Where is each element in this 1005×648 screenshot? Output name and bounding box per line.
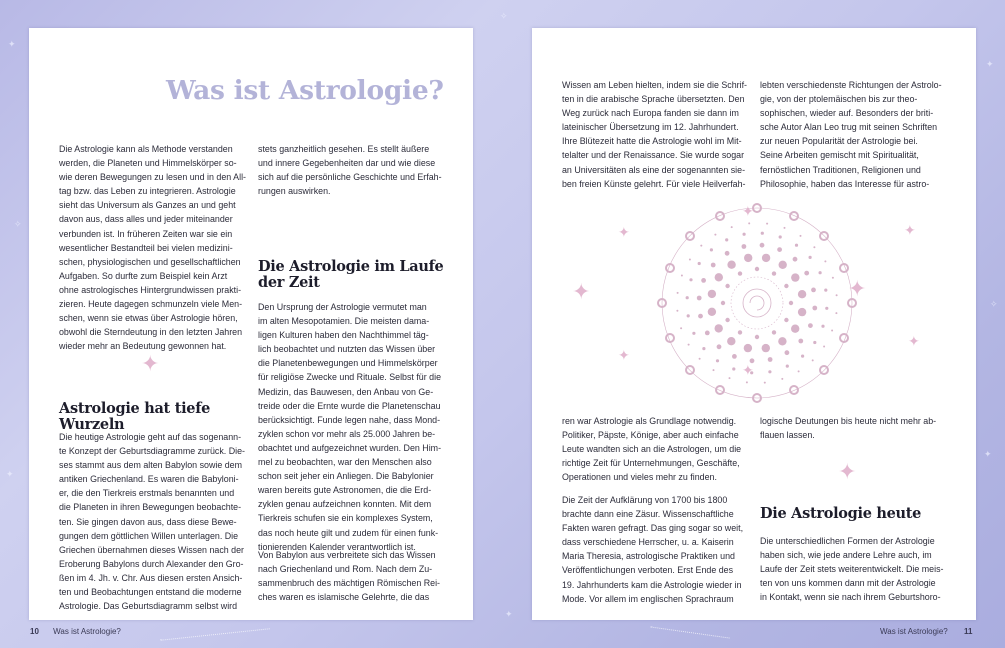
mandala-dot [689, 278, 692, 281]
mandala-dot [698, 314, 703, 319]
mandala-dot [760, 243, 765, 248]
mandala-dot [784, 227, 786, 229]
page-number: 10 [30, 627, 39, 636]
mandala-dot [676, 310, 678, 312]
text-column [562, 78, 762, 191]
mandala-dot [689, 259, 691, 261]
mandala-dot [746, 381, 748, 383]
mandala-dot [785, 350, 790, 355]
mandala-dot [698, 262, 701, 265]
mandala-dot [784, 318, 788, 322]
background-star-icon: ✧ [14, 219, 22, 229]
mandala-dot [808, 323, 813, 328]
mandala-dot [701, 278, 706, 283]
mandala-dot [725, 318, 729, 322]
mandala-dot [731, 226, 733, 228]
page-number: 11 [963, 627, 973, 636]
mandala-dot [812, 306, 817, 311]
mandala-dot [708, 308, 716, 316]
text-column [59, 142, 269, 353]
paragraph: logische Deutungen bis heute nicht mehr ab- flauen lassen. [760, 416, 937, 441]
sparkle-icon: ✦ [141, 351, 160, 376]
mandala-dot [819, 271, 822, 274]
mandala-dot [762, 344, 770, 352]
mandala-dot [697, 296, 702, 301]
left-page [29, 28, 473, 620]
mandala-dot [835, 312, 837, 314]
mandala-dot [710, 248, 713, 251]
right-page [532, 28, 976, 620]
mandala-dot [836, 294, 838, 296]
mandala-dot [772, 330, 776, 334]
mandala-dot [705, 331, 710, 336]
sparkle-icon: ✦ [904, 222, 916, 238]
mandala-dot [798, 339, 803, 344]
text-column [59, 430, 269, 613]
mandala-dot [791, 325, 799, 333]
mandala-dot [798, 290, 806, 298]
mandala-dot [779, 235, 782, 238]
mandala-dot [791, 273, 799, 281]
mandala-dot [725, 251, 730, 256]
section-heading: Astrologie hat tiefe Wurzeln [59, 400, 211, 433]
mandala-dot [716, 359, 719, 362]
moon-phase-mandala [632, 198, 882, 428]
mandala-dot [764, 382, 766, 384]
mandala-dot [702, 347, 705, 350]
sparkle-icon: ✦ [838, 459, 857, 484]
mandala-dot [738, 330, 742, 334]
mandala-dot [715, 324, 723, 332]
mandala-dot [729, 377, 731, 379]
mandala-dot [777, 247, 782, 252]
paragraph: Den Ursprung der Astrologie vermutet man im alten Mesopotamien. Die meisten dama- ligen Kulturen haben den Nachthimmel täg- lich beobachtet und nutzten das Wissen über die Planetenbewegungen und Himmelskörper für religiöse Zwecke und Rituale. Selbst für die Medizin, das Bauwesen, den Anbau von Ge- treide oder die Ernte wurde die Planetenschau berücksichtigt. Funde legen nahe, dass Mond- zyklen schon vor mehr als 25.000 Jahren be- obachtet und aufgezeichnet wurden. Den Him- mel zu beobachten, war den Menschen also schon seit jeher ein Anliegen. Die Babylonier waren bereits gute Astronomen, die die Erd- zyklen genau aufzeichnen konnten. Mit dem Tierkreis schufen sie ein komplexes System, das noch heute gilt und zudem für einen funk- tionierenden Kalender verantwortlich ist. [258, 302, 442, 552]
sparkle-icon: ✦ [572, 279, 591, 304]
mandala-dot [766, 223, 768, 225]
text-column [562, 414, 762, 484]
page-title: Was ist Astrologie? [166, 75, 444, 106]
mandala-dot [713, 369, 715, 371]
mandala-dot [821, 325, 824, 328]
sparkle-icon: ✦ [742, 203, 754, 219]
mandala-dot [784, 284, 788, 288]
mandala-dot [795, 244, 798, 247]
section-heading: Die Astrologie im Laufe der Zeit [258, 258, 444, 291]
mandala-dot [692, 332, 695, 335]
mandala-dot [755, 335, 759, 339]
background-star-icon: ✧ [500, 11, 508, 21]
mandala-dot [812, 359, 814, 361]
mandala-dot [708, 290, 716, 298]
mandala-dot [680, 327, 682, 329]
paragraph: Wissen am Leben hielten, indem sie die Schrif- ten in die arabische Sprache übersetzten. Den Weg zurück nach Europa fanden sie dann im lateinischer Übersetzung im 12. Jahrhundert. Ihre Blütezeit hatte die Astrologie wohl im Mit- telalter und der Renaissance. Sie wurde sogar an Universitäten als eine der sogenannten sie- ben freien Künste gelehrt. Für viele Heilverfah- [562, 80, 747, 189]
mandala-dot [800, 235, 802, 237]
background-star-icon: ✦ [505, 609, 513, 619]
background-star-icon: ✧ [990, 299, 998, 309]
paragraph: Die unterschiedlichen Formen der Astrologie haben sich, wie jede andere Lehre auch, im Laufe der Zeit stets weiterentwickelt. Die meis- ten von uns kommen dann mit der Astrologie in Kontakt, wenn sie nach ihrem Geburtshoro- [760, 536, 944, 603]
sparkle-icon: ✦ [848, 276, 867, 301]
mandala-dot [699, 358, 701, 360]
mandala-dot [717, 344, 722, 349]
mandala-dot [798, 308, 806, 316]
mandala-dot [686, 296, 689, 299]
background-star-icon: ✦ [6, 469, 14, 479]
mandala-dot [732, 354, 737, 359]
mandala-dot [725, 284, 729, 288]
mandala-dot [727, 261, 735, 269]
mandala-dot [743, 233, 746, 236]
mandala-dot [786, 365, 789, 368]
mandala-dot [813, 246, 815, 248]
mandala-dot [725, 238, 728, 241]
mandala-dot [761, 232, 764, 235]
paragraph: Die heutige Astrologie geht auf das sogenann- te Konzept der Geburtsdiagramme zurück. Die- ses stammt aus dem alten Babylon sowie dem antiken Griechenland. Es waren die Babyloni- er, die den Tierkreis erstmals benannten und die Planeten in ihren Bewegungen beobachte- ten. Sie gingen davon aus, dass diese Bewe- gungen dem göttlichen Willen unterlagen. Die Griechen übernahmen dieses Wissen nach der Eroberung Babylons durch Alexander den Gro- ßen im 4. Jh. v. Chr. Aus diesen ersten Ansich- ten und Beobachtungen entstand die moderne Astrologie. Das Geburtsdiagramm selbst wird [59, 432, 245, 612]
paragraph: stets ganzheitlich gesehen. Es stellt äußere und innere Gegebenheiten dar und wie diese sich auf die persönliche Geschichte und Erfah- rungen auswirken. [258, 144, 442, 197]
mandala-dot [727, 337, 735, 345]
mandala-dot [809, 256, 812, 259]
mandala-dot [789, 301, 793, 305]
sparkle-icon: ✦ [908, 333, 920, 349]
mandala-dot [811, 288, 816, 293]
text-column [258, 142, 458, 198]
running-title: Was ist Astrologie? [880, 627, 948, 636]
mandala-dot [772, 271, 776, 275]
background-star-icon: ✦ [986, 59, 994, 69]
text-column [760, 78, 960, 191]
text-column [258, 300, 458, 554]
paragraph: lebten verschiedenste Richtungen der Astrolo- gie, von der ptolemäischen bis zur theo- sophischen, wieder auf. Besonders der briti- sche Autor Alan Leo trug mit seinen Schriften zur neuen Popularität der Astrologie bei. Seine Arbeiten gemischt mit Spiritualität, fernöstlichen Traditionen, Religionen und Philosophie, haben das Interesse für astro- [760, 80, 942, 189]
mandala-dot [687, 314, 690, 317]
mandala-dot [779, 261, 787, 269]
mandala-dot [801, 355, 804, 358]
page-footer-right [880, 627, 972, 636]
mandala-dot [738, 271, 742, 275]
mandala-dot [813, 341, 816, 344]
text-column [562, 493, 762, 606]
mandala-dot [721, 301, 725, 305]
mandala-dot [681, 275, 683, 277]
mandala-dot [748, 222, 750, 224]
mandala-dot [688, 344, 690, 346]
mandala-dot [714, 234, 716, 236]
running-title: Was ist Astrologie? [53, 627, 121, 636]
intro-paragraph: Die Astrologie kann als Methode verstanden werden, die Planeten und Himmelskörper so- wie deren Bewegungen zu lesen und in den All- tag bzw. das Leben zu integrieren. Astrologie sieht das Universum als Ganzes an und geht davon aus, dass alles und jeder miteinander verbunden ist. In früheren Zeiten war sie ein wesentlicher Bestandteil bei vielen medizini- schen, physiologischen und gesellschaftlichen Aufgaben. So durfte zum Beispiel kein Arzt ohne astrologisches Hintergrundwissen prakti- zieren. Heute dagegen schmunzeln viele Men- schen, wenn sie etwas über Astrologie hören, obwohl die Sterndeutung in den letzten Jahren wieder mehr an Bedeutung gewonnen hat. [59, 144, 246, 352]
mandala-dot [768, 370, 771, 373]
mandala-dot [798, 370, 800, 372]
text-column [258, 548, 458, 604]
mandala-dot [762, 254, 770, 262]
paragraph: ren war Astrologie als Grundlage notwendig. Politiker, Päpste, Könige, aber auch einfache Leute wandten sich an die Astrologen, um die richtige Zeit für Unternehmungen, Geschäfte, Operationen und vieles mehr zu finden. [562, 416, 742, 483]
mandala-dot [677, 292, 679, 294]
mandala-dot [715, 273, 723, 281]
mandala-dot [832, 277, 834, 279]
sparkle-icon: ✦ [742, 362, 754, 378]
paragraph: Von Babylon aus verbreitete sich das Wissen nach Griechenland und Rom. Nach dem Zu- sammenbruch des mächtigen Römischen Rei- ches waren es islamische Gelehrte, die das [258, 550, 441, 603]
mandala-dot [744, 344, 752, 352]
mandala-dot [742, 244, 747, 249]
sparkle-icon: ✦ [618, 347, 630, 363]
mandala-dot [778, 337, 786, 345]
mandala-dot [700, 245, 702, 247]
text-column [760, 534, 960, 604]
background-constellation [160, 628, 270, 640]
background-star-icon: ✦ [8, 39, 16, 49]
mandala-dot [823, 346, 825, 348]
background-constellation [650, 626, 729, 638]
mandala-dot [744, 254, 752, 262]
mandala-dot [824, 260, 826, 262]
mandala-dot [793, 257, 798, 262]
section-heading: Die Astrologie heute [760, 505, 922, 522]
mandala-dot [804, 271, 809, 276]
mandala-dot [755, 267, 759, 271]
mandala-dot [781, 378, 783, 380]
mandala-dot [824, 289, 827, 292]
mandala-dot [825, 307, 828, 310]
background-star-icon: ✦ [984, 449, 992, 459]
sparkle-icon: ✦ [618, 224, 630, 240]
page-footer-left [30, 627, 121, 636]
mandala-dot [768, 357, 773, 362]
mandala-dot [831, 330, 833, 332]
text-column [760, 414, 960, 442]
mandala-dot [732, 367, 735, 370]
paragraph: Die Zeit der Aufklärung von 1700 bis 1800 brachte dann eine Zäsur. Wissenschaftliche Fakten waren gefragt. Das ging sogar so weit, dass verschiedene Herrscher, u. a. Kaiserin Maria Theresia, astrologische Praktiken und Veröffentlichungen verboten. Erst Ende des 19. Jahrhunderts kam die Astrologie wieder in Mode. Vor allem im englischen Sprachraum [562, 495, 744, 604]
mandala-dot [711, 263, 716, 268]
